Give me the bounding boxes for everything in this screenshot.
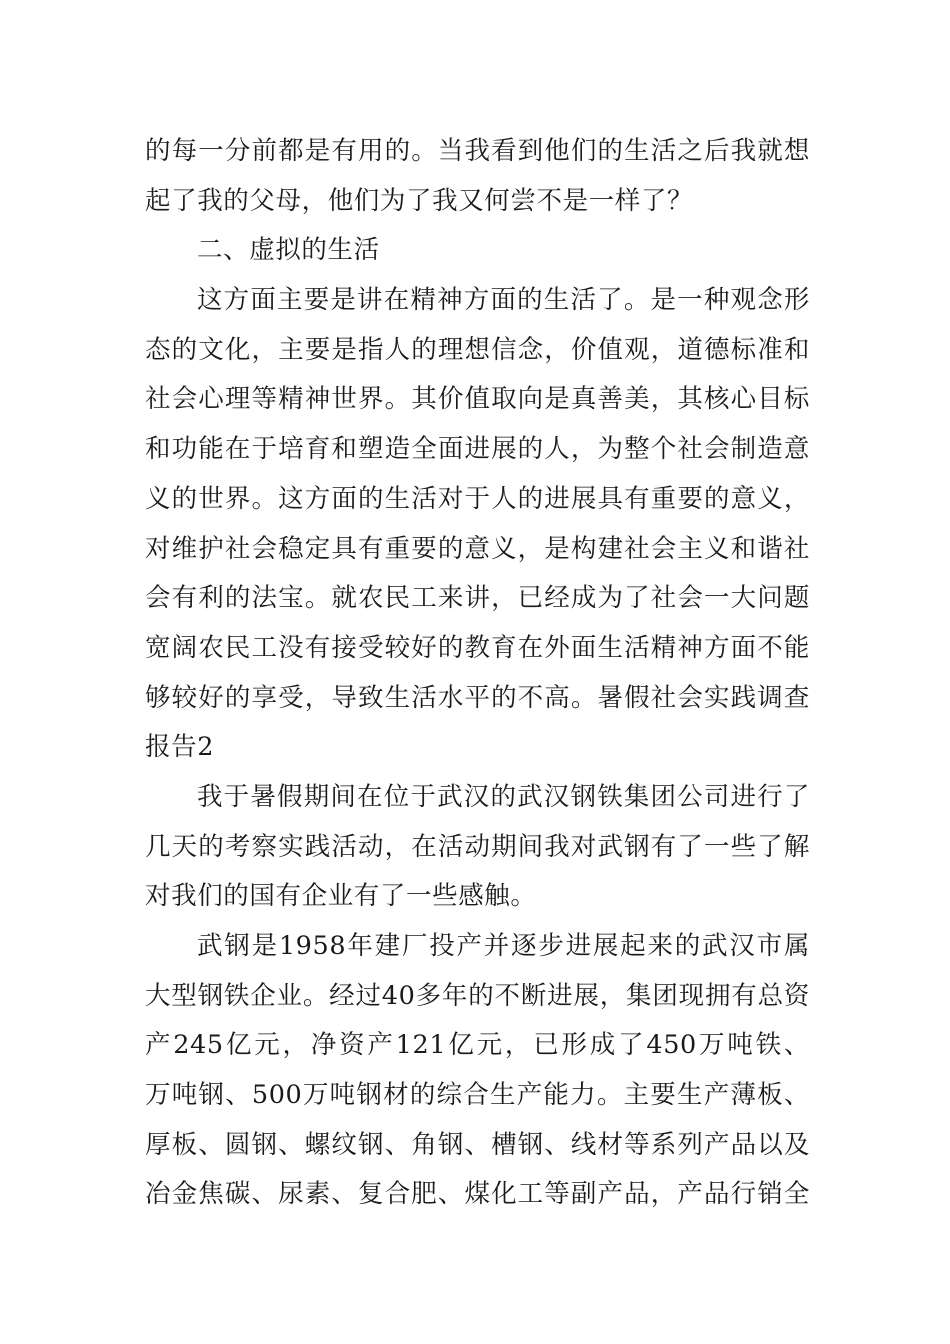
text-line: 宽阔农民工没有接受较好的教育在外面生活精神方面不能 [145, 632, 810, 663]
text-line: 对我们的国有企业有了一些感触。 [145, 881, 537, 912]
text-line: 大型钢铁企业。经过40多年的不断进展，集团现拥有总资 [145, 980, 810, 1011]
text-line: 够较好的享受，导致生活水平的不高。暑假社会实践调查 [145, 682, 810, 713]
text-line: 社会心理等精神世界。其价值取向是真善美，其核心目标 [145, 384, 810, 415]
text-line: 态的文化，主要是指人的理想信念，价值观，道德标准和 [145, 334, 810, 365]
text-line: 这方面主要是讲在精神方面的生活了。是一种观念形 [197, 285, 810, 316]
text-line: 万吨钢、500万吨钢材的综合生产能力。主要生产薄板、 [145, 1080, 810, 1111]
text-line: 产245亿元，净资产121亿元，已形成了450万吨铁、 [145, 1030, 810, 1061]
text-line: 会有利的法宝。就农民工来讲，已经成为了社会一大问题 [145, 583, 810, 614]
text-line: 我于暑假期间在位于武汉的武汉钢铁集团公司进行了 [197, 781, 810, 812]
text-line: 和功能在于培育和塑造全面进展的人，为整个社会制造意 [145, 434, 810, 465]
body-text [145, 127, 810, 1220]
text-line: 冶金焦碳、尿素、复合肥、煤化工等副产品，产品行销全 [145, 1179, 810, 1210]
text-line: 厚板、圆钢、螺纹钢、角钢、槽钢、线材等系列产品以及 [145, 1129, 810, 1160]
text-line: 的每一分前都是有用的。当我看到他们的生活之后我就想 [145, 136, 810, 166]
text-line: 报告2 [145, 732, 215, 763]
text-line: 义的世界。这方面的生活对于人的进展具有重要的意义， [145, 483, 810, 514]
text-line: 对维护社会稳定具有重要的意义，是构建社会主义和谐社 [145, 533, 810, 564]
section-heading: 二、虚拟的生活 [197, 235, 380, 266]
text-line: 武钢是1958年建厂投产并逐步进展起来的武汉市属 [197, 931, 810, 961]
text-line: 起了我的父母，他们为了我又何尝不是一样了？ [145, 185, 694, 216]
text-line: 几天的考察实践活动，在活动期间我对武钢有了一些了解 [145, 831, 810, 862]
